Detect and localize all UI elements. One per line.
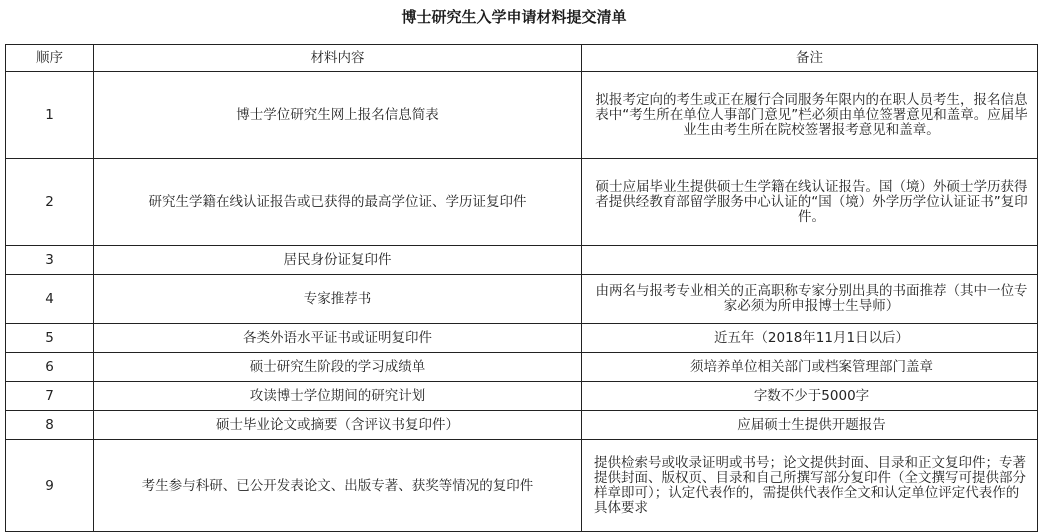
row-remark: 硕士应届毕业生提供硕士生学籍在线认证报告。国（境）外硕士学历获得者提供经教育部留学服务中心认证的“国（境）外学历学位认证证书”复印件。 <box>582 159 1038 246</box>
header-content: 材料内容 <box>94 45 582 72</box>
row-number: 3 <box>6 246 94 275</box>
row-remark <box>582 246 1038 275</box>
table-header-row <box>6 45 1038 72</box>
row-item: 硕士研究生阶段的学习成绩单 <box>94 353 582 382</box>
header-remark: 备注 <box>582 45 1038 72</box>
row-item: 考生参与科研、已公开发表论文、出版专著、获奖等情况的复印件 <box>94 440 582 532</box>
row-remark: 字数不少于5000字 <box>582 382 1038 411</box>
page-title: 博士研究生入学申请材料提交清单 <box>401 8 627 26</box>
table-row <box>6 411 1038 440</box>
table-row <box>6 275 1038 324</box>
header-order: 顺序 <box>6 45 94 72</box>
table-row <box>6 246 1038 275</box>
table-row <box>6 440 1038 532</box>
row-remark: 由两名与报考专业相关的正高职称专家分别出具的书面推荐（其中一位专家必须为所申报博士生导师） <box>582 275 1038 324</box>
table-row <box>6 72 1038 159</box>
row-number: 2 <box>6 159 94 246</box>
row-number: 7 <box>6 382 94 411</box>
row-number: 1 <box>6 72 94 159</box>
row-remark: 拟报考定向的考生或正在履行合同服务年限内的在职人员考生，报名信息表中“考生所在单位人事部门意见”栏必须由单位签署意见和盖章。应届毕业生由考生所在院校签署报考意见和盖章。 <box>582 72 1038 159</box>
table-row <box>6 353 1038 382</box>
row-remark: 近五年（2018年11月1日以后） <box>582 324 1038 353</box>
row-item: 攻读博士学位期间的研究计划 <box>94 382 582 411</box>
table-row <box>6 159 1038 246</box>
row-item: 居民身份证复印件 <box>94 246 582 275</box>
row-remark: 须培养单位相关部门或档案管理部门盖章 <box>582 353 1038 382</box>
row-number: 8 <box>6 411 94 440</box>
row-number: 9 <box>6 440 94 532</box>
table-row <box>6 382 1038 411</box>
row-item: 硕士毕业论文或摘要（含评议书复印件） <box>94 411 582 440</box>
row-item: 博士学位研究生网上报名信息简表 <box>94 72 582 159</box>
row-number: 5 <box>6 324 94 353</box>
row-remark: 应届硕士生提供开题报告 <box>582 411 1038 440</box>
row-item: 研究生学籍在线认证报告或已获得的最高学位证、学历证复印件 <box>94 159 582 246</box>
materials-table <box>5 44 1038 532</box>
row-number: 6 <box>6 353 94 382</box>
row-item: 专家推荐书 <box>94 275 582 324</box>
table-row <box>6 324 1038 353</box>
row-remark: 提供检索号或收录证明或书号；论文提供封面、目录和正文复印件；专著提供封面、版权页、目录和自己所撰写部分复印件（全文撰写可提供部分样章即可）；认定代表作的，需提供代表作全文和认定单位评定代表作的具体要求 <box>582 440 1038 532</box>
row-number: 4 <box>6 275 94 324</box>
row-item: 各类外语水平证书或证明复印件 <box>94 324 582 353</box>
